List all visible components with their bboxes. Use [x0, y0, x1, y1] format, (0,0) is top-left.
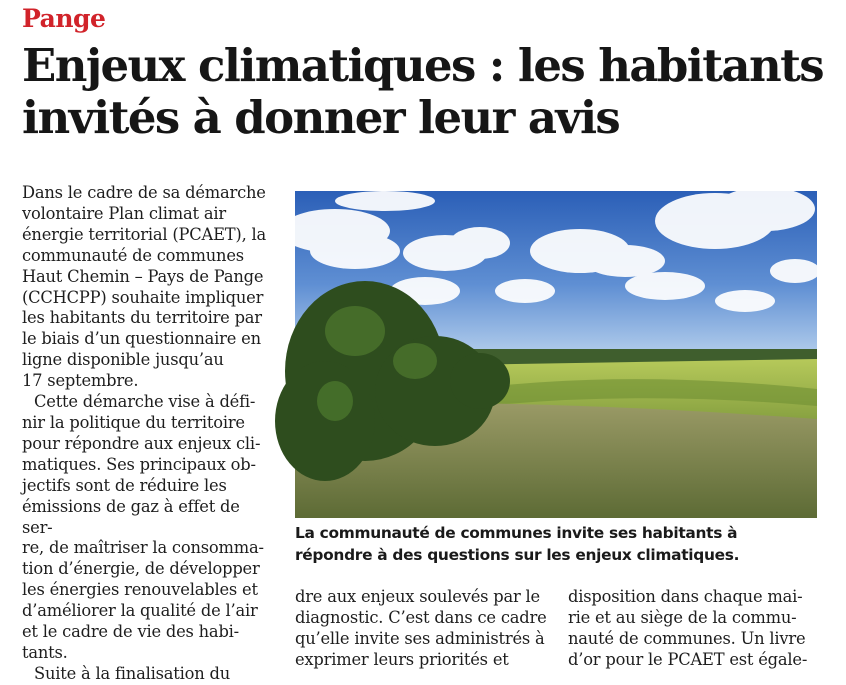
paragraph-1	[22, 183, 274, 392]
text-line: Haut Chemin – Pays de Pange	[22, 266, 264, 286]
text-line: énergie territorial (PCAET), la	[22, 224, 267, 244]
text-line: (CCHCPP) souhaite impliquer	[22, 287, 264, 307]
article-column-left	[22, 183, 274, 683]
text-line: matiques. Ses principaux ob-	[22, 454, 256, 474]
paragraph-2	[22, 392, 274, 664]
text-line: émissions de gaz à effet de ser-	[22, 496, 240, 537]
landscape-photo	[295, 191, 817, 518]
text-line: disposition dans chaque mai-	[568, 587, 803, 606]
text-line: pour répondre aux enjeux cli-	[22, 433, 261, 453]
photo-caption	[295, 522, 825, 566]
headline	[22, 40, 837, 144]
text-line: re, de maîtriser la consomma-	[22, 538, 264, 558]
headline-line-1: Enjeux climatiques : les habitants	[22, 39, 824, 92]
text-line: tants.	[22, 642, 68, 662]
text-line: Cette démarche vise à défi-	[34, 392, 256, 412]
text-line: Dans le cadre de sa démarche	[22, 183, 266, 202]
caption-line-2: répondre à des questions sur les enjeux climatiques.	[295, 546, 740, 564]
text-line: dre aux enjeux soulevés par le	[295, 587, 540, 606]
caption-line-1: La communauté de communes invite ses habitants à	[295, 524, 738, 542]
text-line: communauté de communes	[22, 245, 244, 265]
paragraph-3	[22, 664, 274, 685]
text-line: Suite à la finalisation du	[34, 663, 230, 683]
text-line: ligne disponible jusqu’au	[22, 350, 224, 370]
text-line: exprimer leurs priorités et	[295, 649, 509, 669]
text-line: nir la politique du territoire	[22, 412, 245, 432]
text-line: d’or pour le PCAET est égale-	[568, 649, 808, 669]
text-line: 17 septembre.	[22, 371, 139, 391]
article-column-right	[568, 587, 823, 669]
text-line: d’améliorer la qualité de l’air	[22, 601, 258, 621]
text-line: nauté de communes. Un livre	[568, 628, 806, 648]
text-line: le biais d’un questionnaire en	[22, 329, 261, 349]
headline-line-2: invités à donner leur avis	[22, 91, 620, 144]
text-line: tion d’énergie, de développer	[22, 559, 260, 579]
article-column-middle	[295, 587, 550, 669]
text-line: rie et au siège de la commu-	[568, 607, 797, 627]
section-kicker: Pange	[22, 4, 106, 33]
text-line: volontaire Plan climat air	[22, 203, 226, 223]
text-line: diagnostic. C’est dans ce cadre	[295, 607, 547, 627]
text-line: jectifs sont de réduire les	[22, 475, 227, 495]
text-line: les énergies renouvelables et	[22, 580, 258, 600]
text-line: qu’elle invite ses administrés à	[295, 628, 545, 648]
text-line: et le cadre de vie des habi-	[22, 622, 239, 642]
text-line: les habitants du territoire par	[22, 308, 262, 328]
